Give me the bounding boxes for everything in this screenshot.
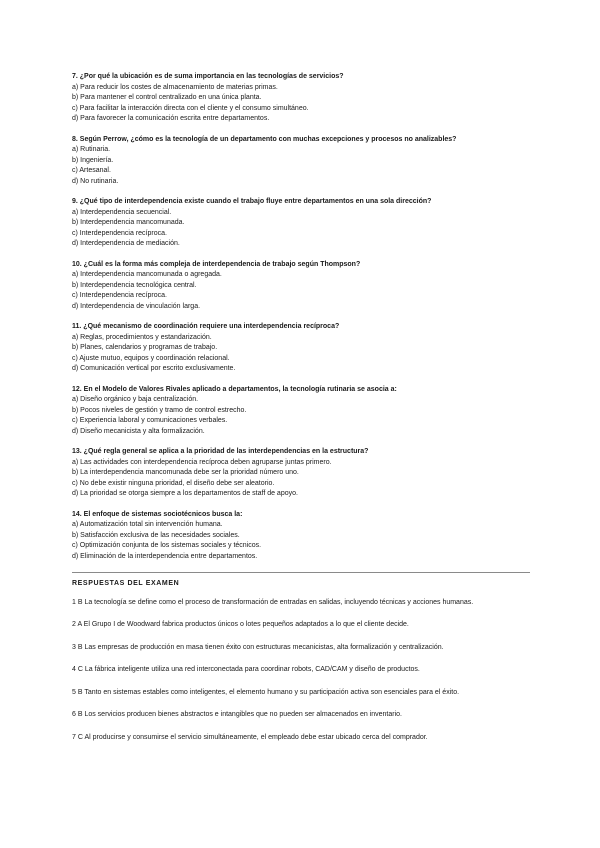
answer-item: 1 B La tecnología se define como el proceso de transformación de entradas en salidas, incluyendo técnicas y acciones humanas. — [72, 598, 474, 606]
question-title: 11. ¿Qué mecanismo de coordinación requiere una interdependencia recíproca? — [72, 323, 340, 330]
option-c: c) Interdependencia recíproca. — [72, 229, 167, 237]
question-7 — [72, 72, 530, 125]
option-c: c) Optimización conjunta de los sistemas sociales y técnicos. — [72, 542, 262, 549]
question-title: 13. ¿Qué regla general se aplica a la prioridad de las interdependencias en la estructura? — [72, 448, 369, 455]
option-d: d) Comunicación vertical por escrito exclusivamente. — [72, 365, 236, 372]
option-d: d) No rutinaria. — [72, 177, 119, 185]
option-b: b) Interdependencia tecnológica central. — [72, 281, 197, 289]
answer-item: 6 B Los servicios producen bienes abstractos e intangibles que no pueden ser almacenados en inventario. — [72, 711, 402, 718]
answers-heading: RESPUESTAS DEL EXAMEN — [72, 580, 180, 587]
question-13 — [72, 447, 530, 500]
answer-item: 5 B Tanto en sistemas estables como inteligentes, el elemento humano y su participación activa son esenciales para el éxito. — [72, 688, 460, 696]
option-b: b) Interdependencia mancomunada. — [72, 219, 185, 226]
question-14 — [72, 510, 530, 563]
option-c: c) No debe existir ninguna prioridad, el diseño debe ser aleatorio. — [72, 479, 275, 487]
question-title: 14. El enfoque de sistemas sociotécnicos busca la: — [72, 510, 243, 518]
option-b: b) Satisfacción exclusiva de las necesidades sociales. — [72, 531, 240, 539]
question-title: 7. ¿Por qué la ubicación es de suma importancia en las tecnologías de servicios? — [72, 73, 344, 80]
option-c: c) Ajuste mutuo, equipos y coordinación relacional. — [72, 354, 230, 362]
option-d: d) Eliminación de la interdependencia entre departamentos. — [72, 552, 258, 560]
option-c: c) Experiencia laboral y comunicaciones verbales. — [72, 417, 228, 424]
option-b: b) Ingeniería. — [72, 156, 114, 164]
option-d: d) Diseño mecanicista y alta formalización. — [72, 427, 205, 435]
question-title: 8. Según Perrow, ¿cómo es la tecnología de un departamento con muchas excepciones y procesos no analizables? — [72, 135, 457, 143]
option-b: b) Planes, calendarios y programas de trabajo. — [72, 344, 218, 351]
answer-item: 3 B Las empresas de producción en masa tienen éxito con estructuras mecanicistas, alta formalización y centralización. — [72, 643, 444, 651]
option-d: d) Interdependencia de vinculación larga. — [72, 302, 201, 310]
option-c: c) Artesanal. — [72, 167, 111, 174]
question-8 — [72, 135, 530, 188]
answer-item: 7 C Al producirse y consumirse el servicio simultáneamente, el empleado debe estar ubicado cerca del comprador. — [72, 733, 428, 741]
option-d: d) Interdependencia de mediación. — [72, 240, 180, 247]
option-a: a) Las actividades con interdependencia recíproca deben agruparse juntas primero. — [72, 458, 332, 466]
question-title: 10. ¿Cuál es la forma más compleja de interdependencia de trabajo según Thompson? — [72, 260, 361, 268]
option-d: d) Para favorecer la comunicación escrita entre departamentos. — [72, 115, 270, 122]
option-d: d) La prioridad se otorga siempre a los departamentos de staff de apoyo. — [72, 490, 298, 497]
option-c: c) Para facilitar la interacción directa con el cliente y el consumo simultáneo. — [72, 104, 309, 112]
answer-item: 4 C La fábrica inteligente utiliza una red interconectada para coordinar robots, CAD/CAM y diseño de productos. — [72, 666, 420, 673]
option-a: a) Para reducir los costes de almacenamiento de materias primas. — [72, 83, 278, 91]
option-a: a) Interdependencia mancomunada o agregada. — [72, 271, 222, 278]
option-b: b) La interdependencia mancomunada debe ser la prioridad número uno. — [72, 469, 299, 476]
question-12 — [72, 385, 530, 438]
option-b: b) Para mantener el control centralizado en una única planta. — [72, 94, 262, 101]
question-10 — [72, 260, 530, 313]
option-a: a) Interdependencia secuencial. — [72, 208, 172, 216]
question-title: 12. En el Modelo de Valores Rivales aplicado a departamentos, la tecnología rutinaria se asocia a: — [72, 385, 397, 393]
option-a: a) Automatización total sin intervención humana. — [72, 521, 223, 528]
option-a: a) Reglas, procedimientos y estandarización. — [72, 333, 212, 341]
section-divider — [72, 572, 530, 573]
option-b: b) Pocos niveles de gestión y tramo de control estrecho. — [72, 406, 247, 414]
option-a: a) Diseño orgánico y baja centralización. — [72, 396, 199, 403]
answer-item: 2 A El Grupo I de Woodward fabrica productos únicos o lotes pequeños adaptados a lo que el cliente decide. — [72, 621, 409, 628]
question-11 — [72, 322, 530, 375]
question-9 — [72, 197, 530, 250]
question-title: 9. ¿Qué tipo de interdependencia existe cuando el trabajo fluye entre departamentos en una sola dirección? — [72, 198, 432, 205]
option-a: a) Rutinaria. — [72, 146, 111, 153]
exam-page — [72, 72, 530, 755]
option-c: c) Interdependencia recíproca. — [72, 292, 167, 299]
